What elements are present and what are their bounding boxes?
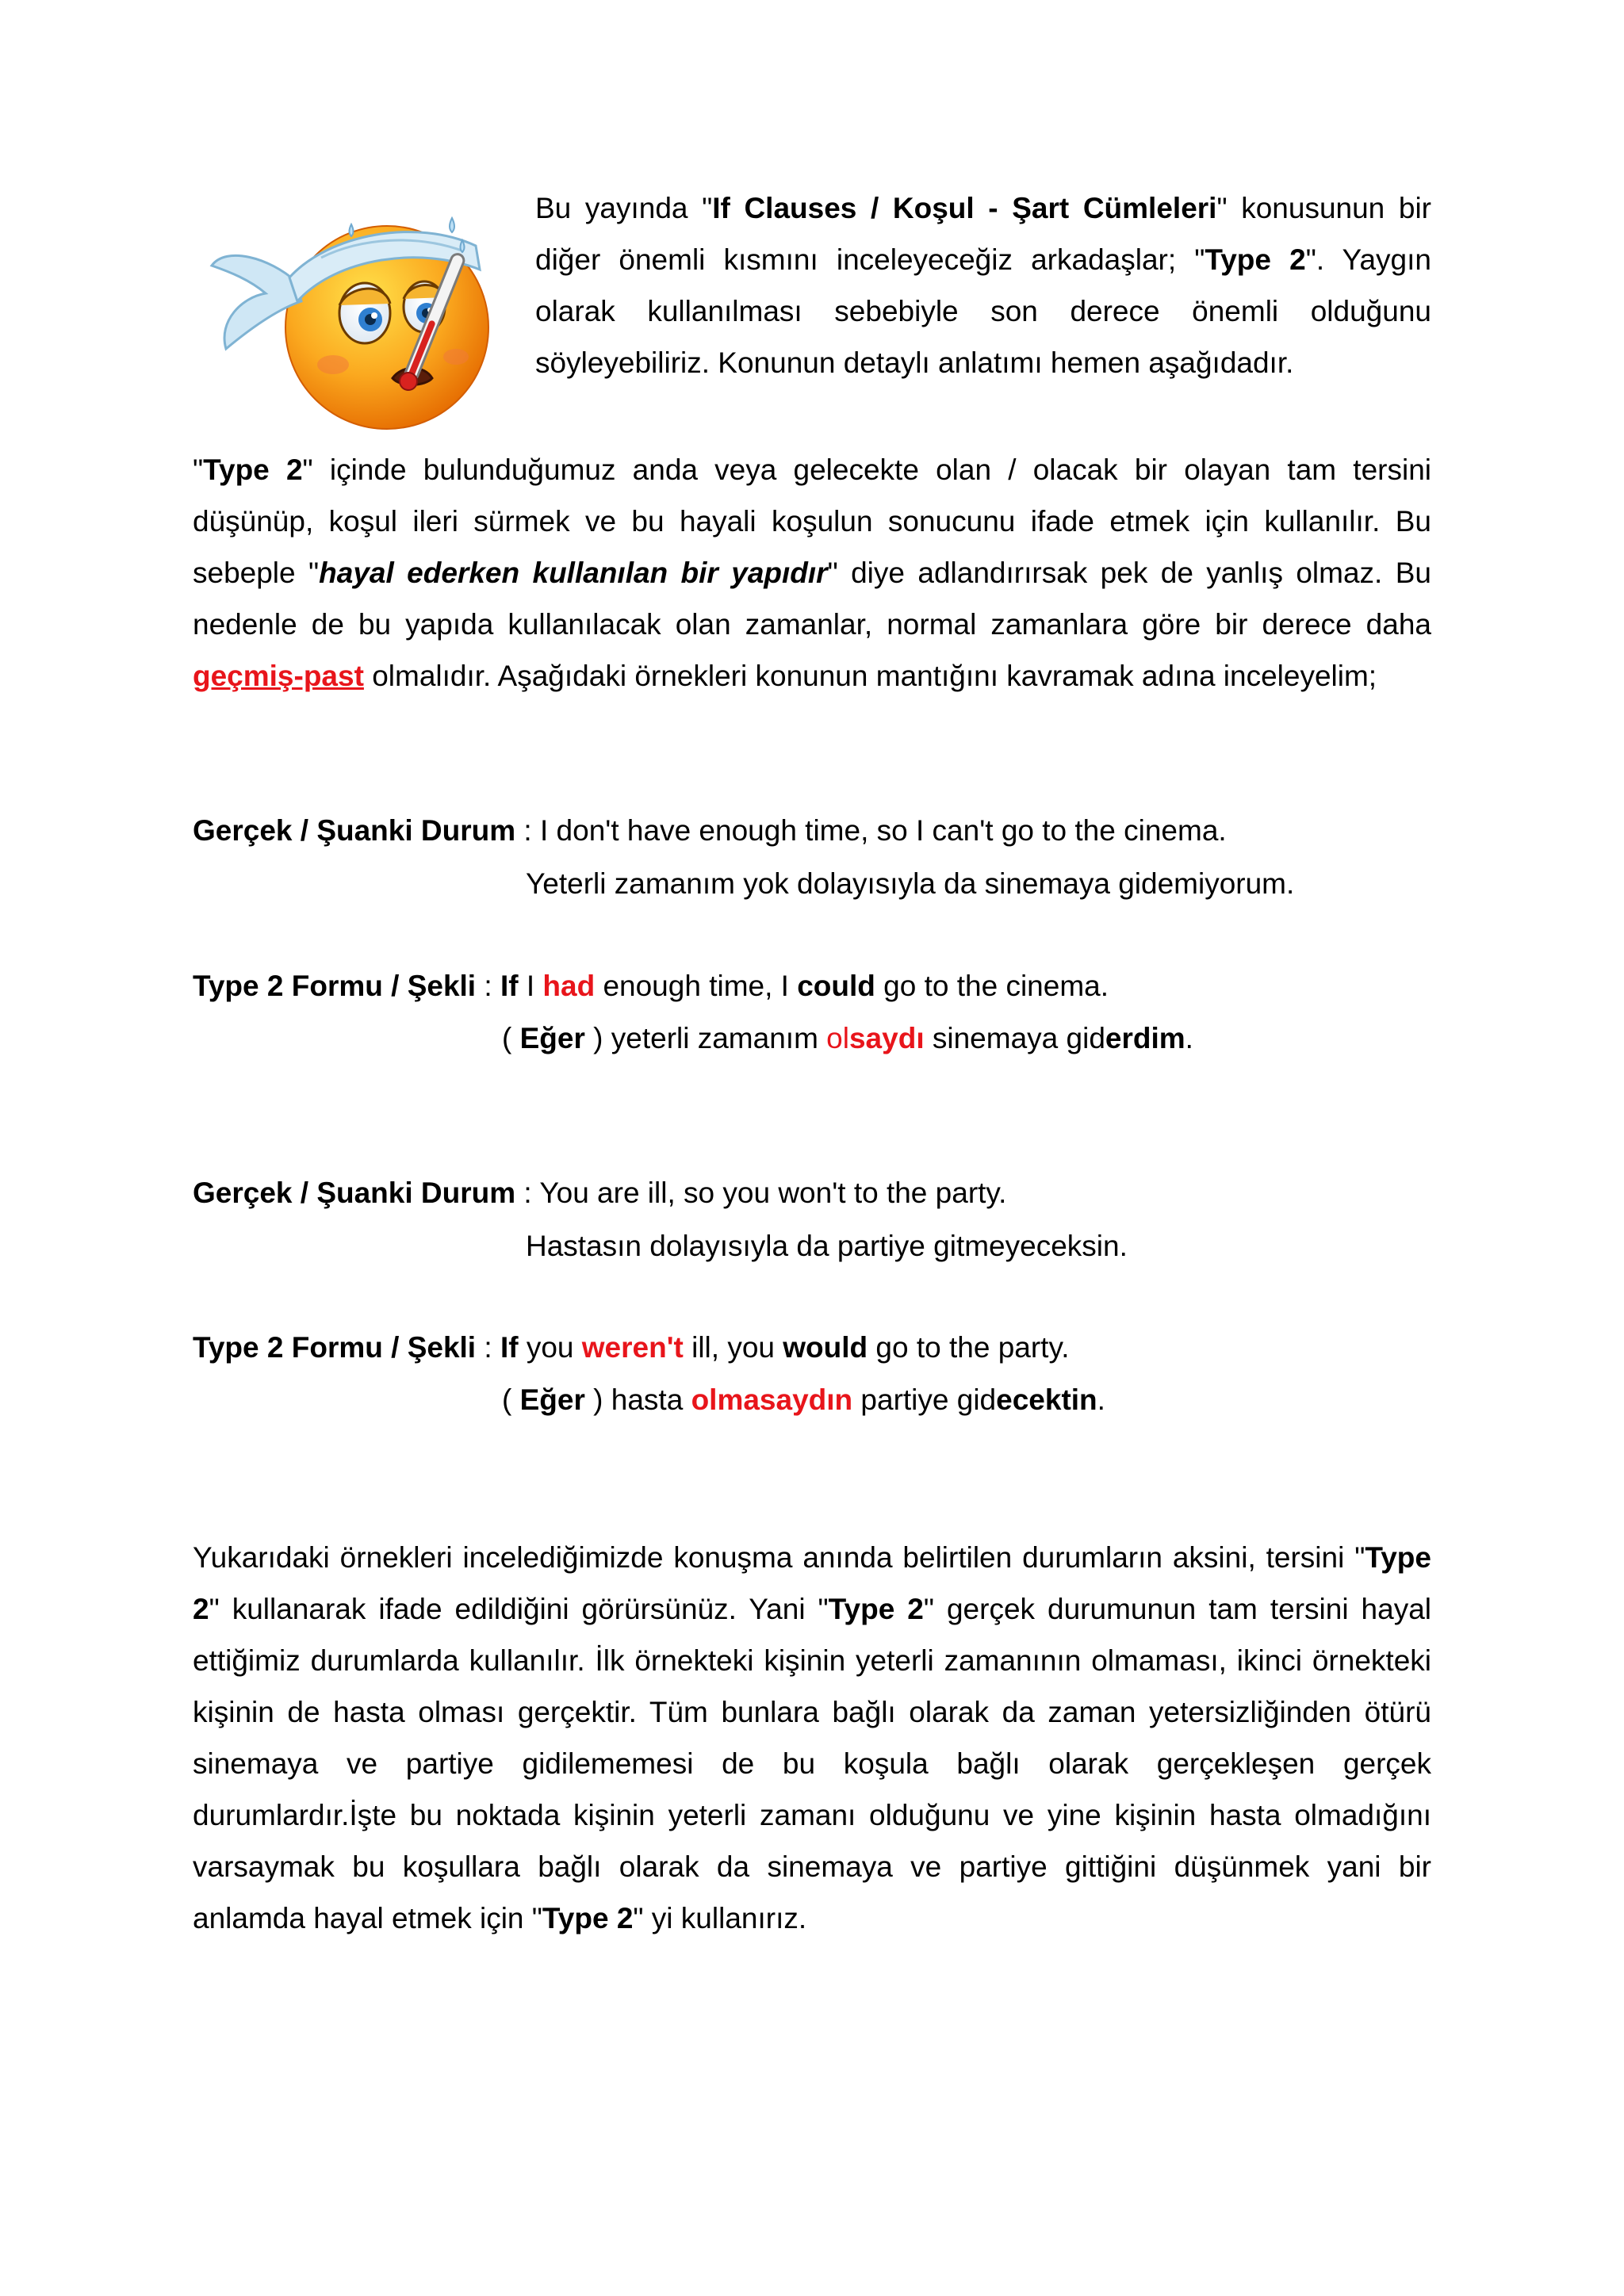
highlight-phrase: hayal ederken kullanılan bir yapıdır [319,557,828,589]
example1-real-translation: Yeterli zamanım yok dolayısıyla da sinemaya gidemiyorum. [526,867,1295,900]
example1-form: Type 2 Formu / Şekli : If I had enough time, I could go to the cinema. [193,970,1109,1002]
example2-form-translation: ( Eğer ) hasta olmasaydın partiye gidecektin. [502,1383,1105,1416]
example1-real: Gerçek / Şuanki Durum : I don't have enough time, so I can't go to the cinema. [193,814,1227,847]
sick-smiley-icon [194,202,508,440]
example2-real-translation: Hastasın dolayısıyla da partiye gitmeyeceksin. [526,1230,1128,1262]
example2-form: Type 2 Formu / Şekli : If you weren't ill, you would go to the party. [193,1331,1070,1364]
example2-real: Gerçek / Şuanki Durum : You are ill, so you won't to the party. [193,1177,1007,1209]
summary-paragraph: Yukarıdaki örnekleri incelediğimizde konuşma anında belirtilen durumların aksini, tersini "Type 2" kullanarak ifade edildiğini görürsünüz. Yani "Type 2" gerçek durumunun tam tersini hayal ettiğimiz durumlarda kullanılır. İlk örnekteki kişinin yeterli zamanının olmaması, ikinci örnekteki kişinin de hasta olması gerçektir. Tüm bunlara bağlı olarak da zaman yetersizliğinden ötürü sinemaya ve partiye gidilememesi de bu koşula bağlı olarak gerçekleşen gerçek durumlardır.İşte bu noktada kişinin yeterli zamanı olduğunu ve yine kişinin hasta olmadığını varsaymak bu koşullara bağlı olarak da sinemaya ve partiye gittiğini düşünmek yani bir anlamda hayal etmek için "Type 2" yi kullanırız. [193,1541,1431,1934]
intro-paragraph: Bu yayında "If Clauses / Koşul - Şart Cümleleri" konusunun bir diğer önemli kısmını inceleyeceğiz arkadaşlar; "Type 2". Yaygın olarak kullanılması sebebiyle son derece önemli olduğunu söyleyebiliriz. Konunun detaylı anlatımı hemen aşağıdadır. [535,192,1431,379]
example1-form-translation: ( Eğer ) yeterli zamanım olsaydı sinemaya giderdim. [502,1022,1193,1054]
past-highlight: geçmiş-past [193,660,364,692]
topic-title: If Clauses / Koşul - Şart Cümleleri [712,192,1217,224]
explanation-paragraph: "Type 2" içinde bulunduğumuz anda veya gelecekte olan / olacak bir olayan tam tersini düşünüp, koşul ileri sürmek ve bu hayali koşulun sonucunu ifade etmek için kullanılır. Bu sebeple "hayal ederken kullanılan bir yapıdır" diye adlandırırsak pek de yanlış olmaz. Bu nedenle de bu yapıda kullanılacak olan zamanlar, normal zamanlara göre bir derece daha geçmiş-past olmalıdır. Aşağıdaki örnekleri konunun mantığını kavramak adına inceleyelim; [193,453,1431,692]
